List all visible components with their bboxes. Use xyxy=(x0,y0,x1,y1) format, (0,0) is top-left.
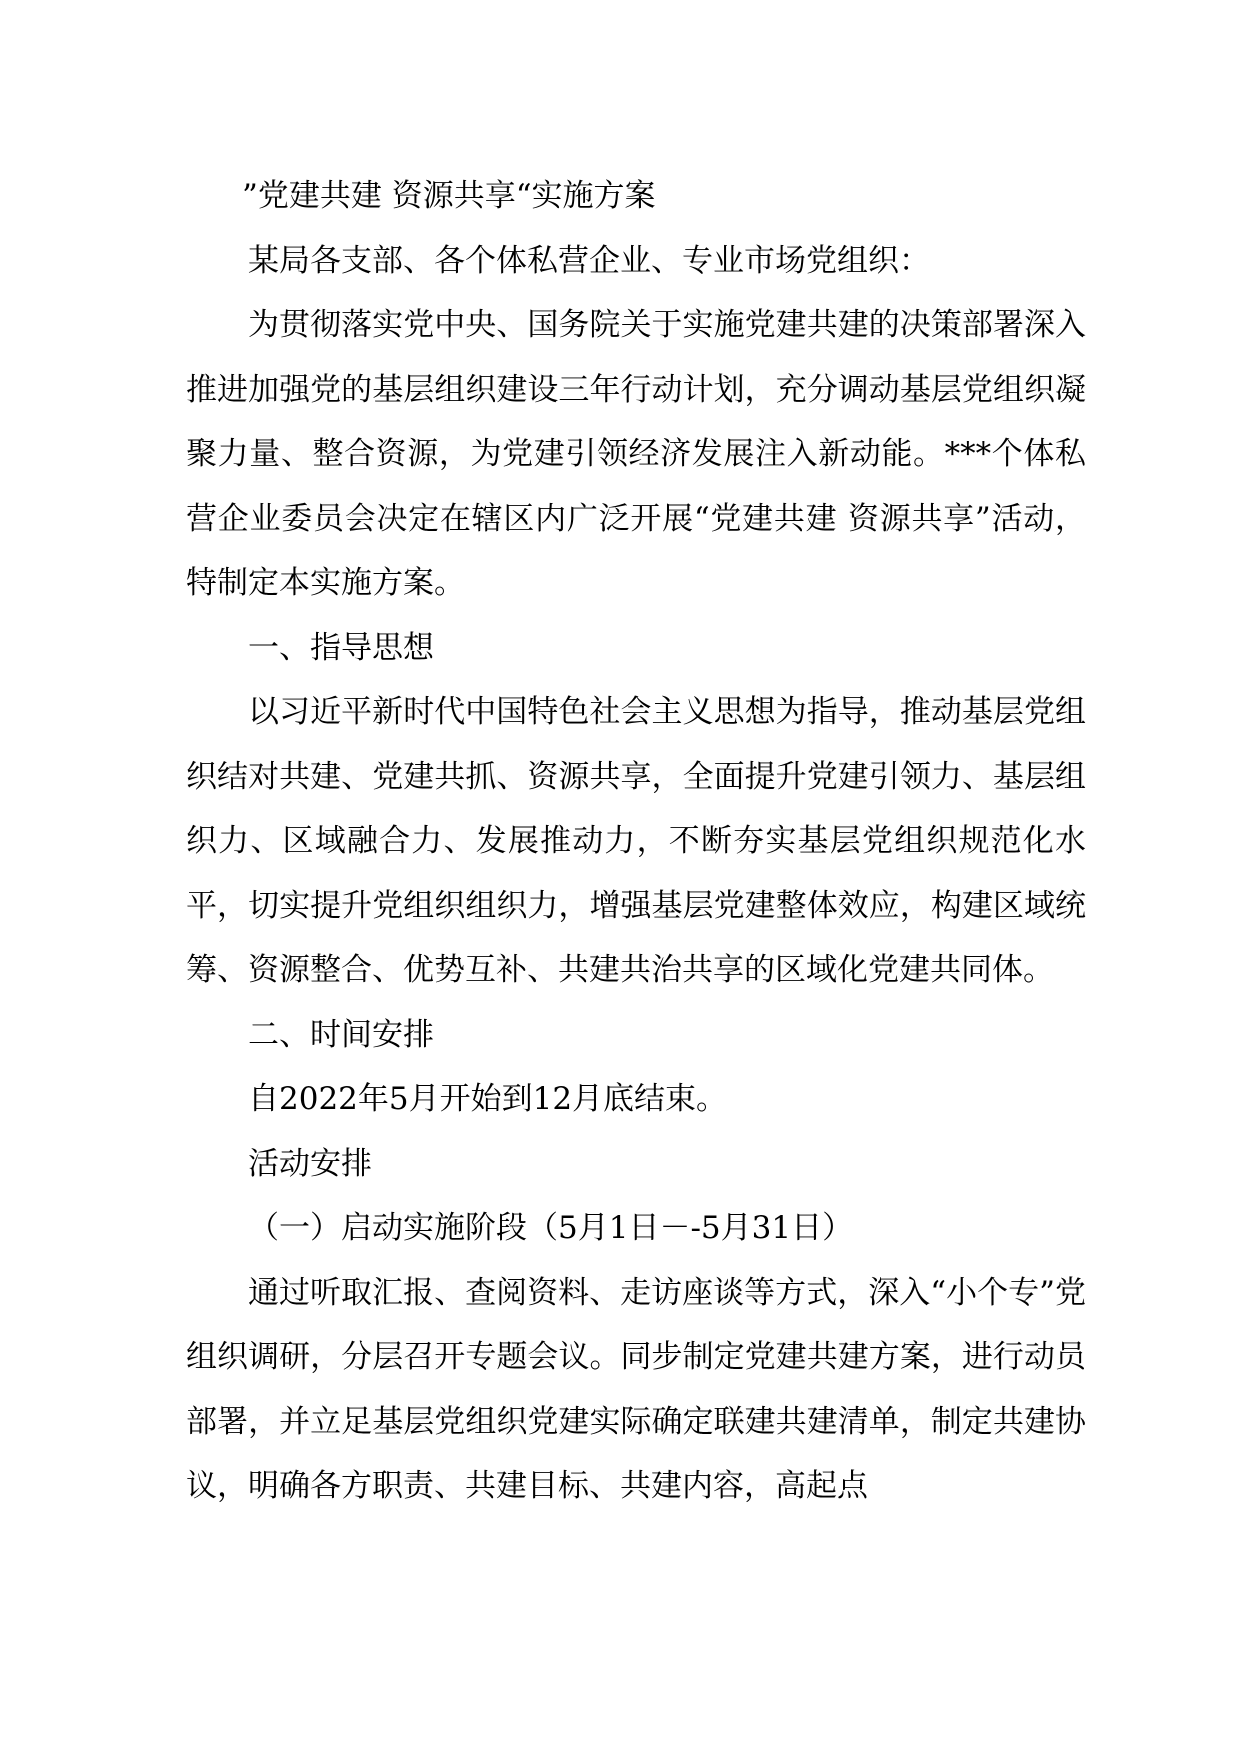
section-heading-schedule: 二、时间安排 xyxy=(248,1016,434,1053)
schedule-paragraph: 自2022年5月开始到12月底结束。 xyxy=(248,1081,728,1117)
document-title: ”党建共建 资源共享“实施方案 xyxy=(242,178,656,214)
intro-paragraph: 为贯彻落实党中央、国务院关于实施党建共建的决策部署深入推进加强党的基层组织建设三年行动计划，充分调动基层党组织凝聚力量、整合资源，为党建引领经济发展注入新动能。***个体私营企业委员会决定在辖区内广泛开展“党建共建 资源共享”活动，特制定本实施方案。 xyxy=(186,307,1086,601)
guiding-ideology-paragraph: 以习近平新时代中国特色社会主义思想为指导，推动基层党组织结对共建、党建共抓、资源共享，全面提升党建引领力、基层组织力、区域融合力、发展推动力，不断夯实基层党组织规范化水平，切实提升党组织组织力，增强基层党建整体效应，构建区域统筹、资源整合、优势互补、共建共治共享的区域化党建共同体。 xyxy=(186,694,1086,988)
section-heading-activities: 活动安排 xyxy=(248,1145,372,1182)
phase-one-paragraph: 通过听取汇报、查阅资料、走访座谈等方式，深入“小个专”党组织调研，分层召开专题会议。同步制定党建共建方案，进行动员部署，并立足基层党组织党建实际确定联建共建清单，制定共建协议，明确各方职责、共建目标、共建内容，高起点 xyxy=(186,1274,1086,1504)
document-page xyxy=(186,164,1086,1519)
salutation: 某局各支部、各个体私营企业、专业市场党组织： xyxy=(248,242,930,279)
phase-one-heading: （一）启动实施阶段（5月1日－-5月31日） xyxy=(248,1210,854,1246)
section-heading-guiding-ideology: 一、指导思想 xyxy=(248,629,434,666)
